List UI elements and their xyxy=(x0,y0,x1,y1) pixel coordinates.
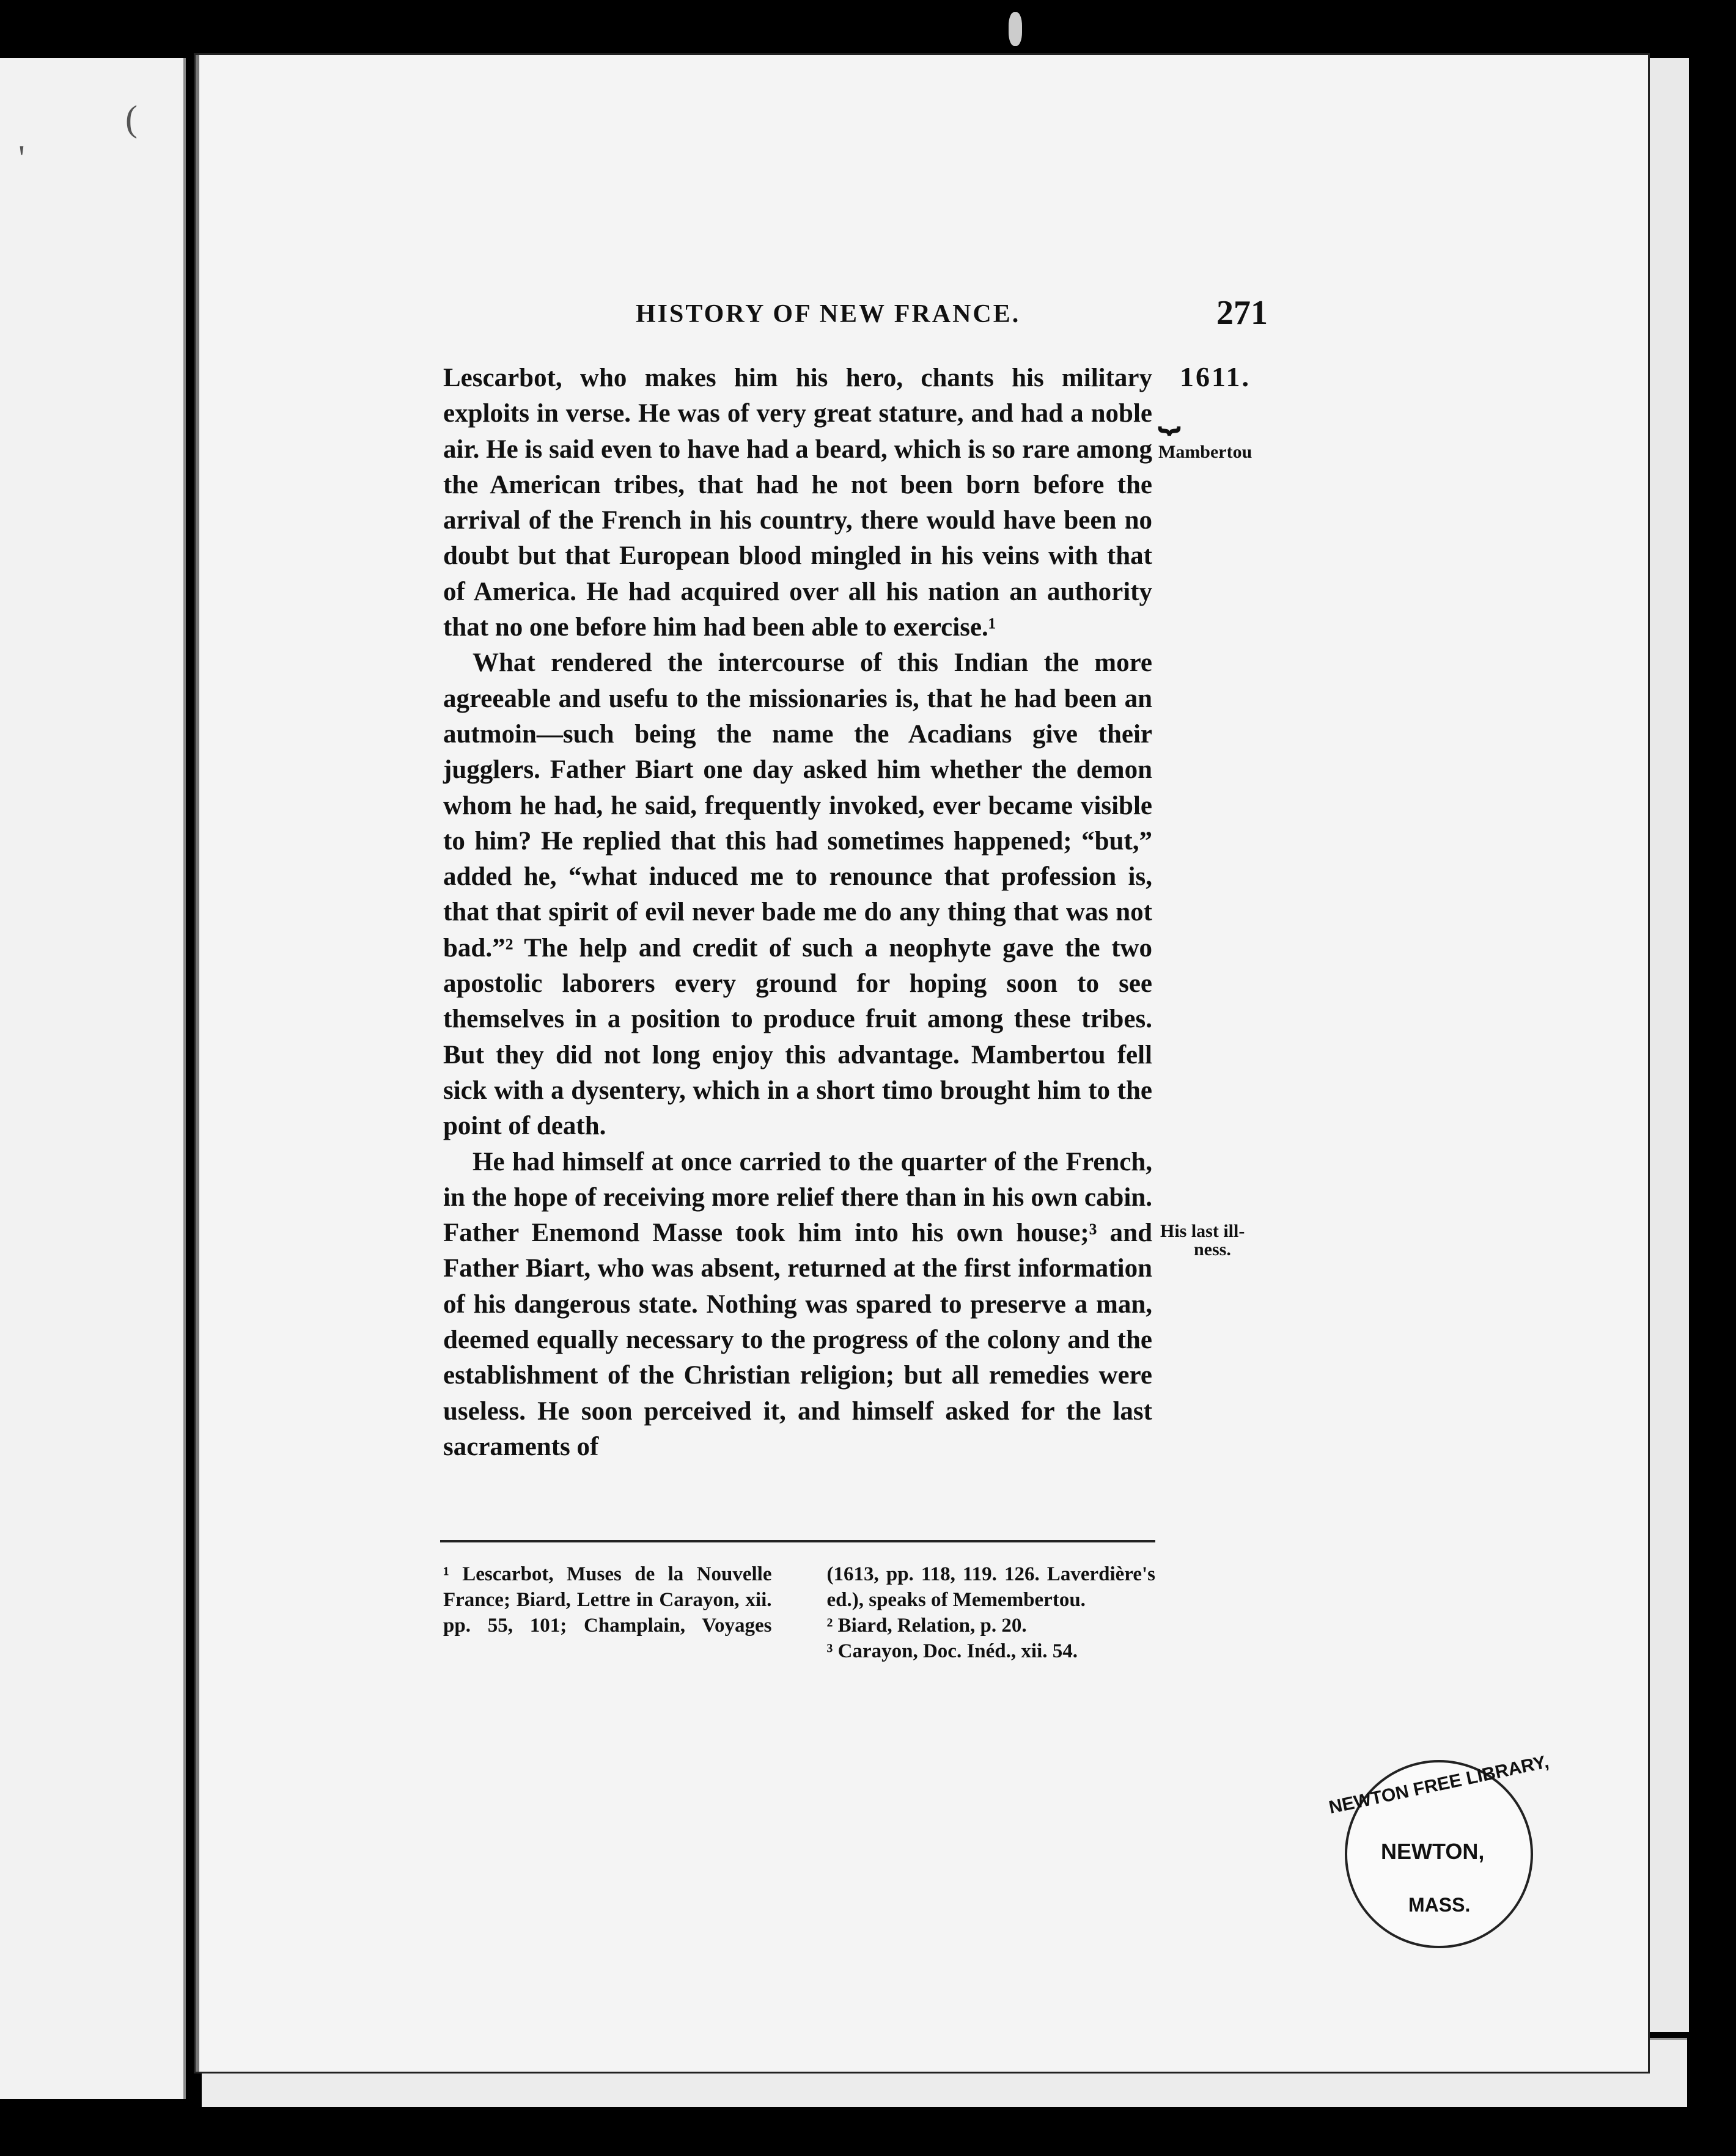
binding-mark xyxy=(1009,12,1022,46)
stamp-text: NEWTON FREE LIBRARY, xyxy=(1327,1751,1551,1818)
main-text xyxy=(443,361,1152,1465)
margin-note-mambertou: Mambertou xyxy=(1158,442,1252,462)
paragraph: What rendered the intercourse of this Indian the more agreeable and usefu to the missionaries is, that he had been an autmoin—such being the name the Acadians give their jugglers. Father Biart one day asked him whether the demon whom he had, he said, frequently invoked, ever became visible to him? He replied that this had sometimes happened; “but,” added he, “what induced me to renounce that profession is, that that spirit of evil never bade me do any thing that was not bad.”² The help and credit of such a neophyte gave the two apostolic laborers every ground for hoping soon to see themselves in a position to produce fruit among these tribes. But they did not long enjoy this advantage. Mambertou fell sick with a dysentery, which in a short timo brought him to the point of death. xyxy=(443,648,1152,1141)
stamp-text: NEWTON, xyxy=(1381,1839,1485,1864)
margin-note-line: His last ill- xyxy=(1160,1221,1245,1241)
footnotes xyxy=(443,1561,1155,1664)
page-mark: ' xyxy=(18,138,25,178)
previous-page-edge xyxy=(0,58,186,2099)
footnote: ³ Carayon, Doc. Inéd., xii. 54. xyxy=(826,1640,1078,1662)
page-number: 271 xyxy=(1216,294,1268,332)
margin-year: 1611. xyxy=(1180,361,1251,392)
margin-brace: ⏟ xyxy=(1158,392,1179,432)
margin-note-line: ness. xyxy=(1194,1239,1231,1260)
library-stamp xyxy=(1327,1751,1551,1948)
running-head: HISTORY OF NEW FRANCE. xyxy=(636,300,1021,328)
paragraph: Lescarbot, who makes him his hero, chants his military exploits in verse. He was of very great stature, and had a noble air. He is said even to have had a beard, which is so rare among the American tribes, that had he not been born before the arrival of the French in his country, there would have been no doubt but that European blood mingled in his veins with that of America. He had acquired over all his nation an authority that no one before him had been able to exercise.¹ xyxy=(443,364,1152,642)
footnote: ² Biard, Relation, p. 20. xyxy=(826,1615,1027,1637)
margin-note-last-illness xyxy=(1160,1222,1245,1259)
footnote-rule xyxy=(440,1540,1155,1542)
page-mark: ( xyxy=(125,98,138,139)
stamp-text: MASS. xyxy=(1408,1894,1471,1916)
footnote: ¹ Lescarbot, Muses de la Nouvelle France; Biard, Lettre in Carayon, xii. pp. 55, 101; Champlain, Voyages (1613, pp. 118, 119. 126. Laverdière's ed.), speaks of Memembertou. xyxy=(443,1563,1155,1637)
paragraph: He had himself at once carried to the quarter of the French, in the hope of receiving more relief there than in his own cabin. Father Enemond Masse took him into his own house;³ and Father Biart, who was absent, returned at the first information of his dangerous state. Nothing was spared to preserve a man, deemed equally necessary to the progress of the colony and the establishment of the Christian religion; but all remedies were useless. He soon perceived it, and himself asked for the last sacraments of xyxy=(443,1147,1152,1461)
